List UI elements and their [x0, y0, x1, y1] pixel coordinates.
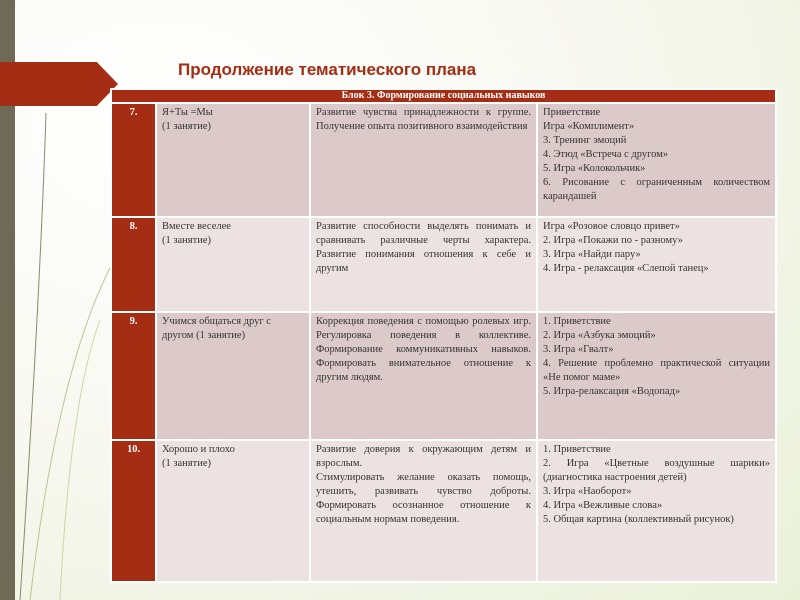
content-item: 5. Игра-релаксация «Водопад»: [543, 386, 681, 397]
topic: Хорошо и плохо: [162, 444, 235, 455]
content-item: 5. Общая картина (коллективный рисунок): [543, 514, 734, 525]
row-number: 9.: [111, 312, 156, 440]
content-item: 4. Этюд «Встреча с другом»: [543, 149, 669, 160]
goal-continued: Стимулировать желание оказать помощь, утешить, развивать чувство доброты. Формировать осознанное отношение к социальным нормам поведения.: [316, 472, 531, 525]
table-row: [111, 440, 776, 582]
topic-sessions: (1 занятие): [162, 458, 211, 469]
topic-sessions: (1 занятие): [162, 235, 211, 246]
topic: Я+Ты =Мы: [162, 107, 213, 118]
content-item: 1. Приветствие: [543, 316, 611, 327]
content-item: Игра «Комплимент»: [543, 121, 635, 132]
table-row: [111, 103, 776, 217]
topic-sessions: (1 занятие): [162, 121, 211, 132]
content-item: Игра «Розовое словцо привет»: [543, 221, 680, 232]
row-number: 10.: [111, 440, 156, 582]
content-item: 2. Игра «Цветные воздушные шарики» (диагностика настроения детей): [543, 458, 770, 483]
content-item: 3. Игра «Наоборот»: [543, 486, 632, 497]
goal: Развитие чувства принадлежности к группе. Получение опыта позитивного взаимодействия: [310, 103, 537, 217]
block-header: Блок 3. Формирование социальных навыков: [111, 89, 776, 103]
content-item: Приветствие: [543, 107, 601, 118]
goal: Коррекция поведения с помощью ролевых игр. Регулировка поведения в коллективе. Формирование коммуникативных навыков. Формировать внимательное отношение к другим людям.: [310, 312, 537, 440]
content-item: 2. Игра «Покажи по - разному»: [543, 235, 683, 246]
table-row: [111, 217, 776, 312]
goal: Развитие способности выделять понимать и сравнивать различные черты характера. Развитие понимания отношения к себе и другим: [310, 217, 537, 312]
content-item: 5. Игра «Колокольчик»: [543, 163, 646, 174]
row-number: 8.: [111, 217, 156, 312]
content-item: 4. Игра «Вежливые слова»: [543, 500, 663, 511]
topic: Вместе веселее: [162, 221, 231, 232]
thematic-plan-table: [110, 88, 777, 583]
table-row: [111, 312, 776, 440]
content-item: 1. Приветствие: [543, 444, 611, 455]
slide-title: Продолжение тематического плана: [178, 60, 477, 79]
content-item: 3. Игра «Найди пару»: [543, 249, 641, 260]
row-number: 7.: [111, 103, 156, 217]
content-item: 3. Тренинг эмоций: [543, 135, 627, 146]
content-item: 3. Игра «Гвалт»: [543, 344, 614, 355]
content-item: 2. Игра «Азбука эмоций»: [543, 330, 656, 341]
content-item: 4. Решение проблемно практической ситуации «Не помог маме»: [543, 358, 770, 383]
topic: Учимся общаться друг с другом (1 занятие): [162, 316, 271, 341]
content-item: 4. Игра - релаксация «Слепой танец»: [543, 263, 709, 274]
goal: Развитие доверия к окружающим детям и взрослым.: [316, 444, 531, 469]
title-arrow-decor: [0, 62, 118, 106]
content-item: 6. Рисование с ограниченным количеством карандашей: [543, 177, 770, 202]
